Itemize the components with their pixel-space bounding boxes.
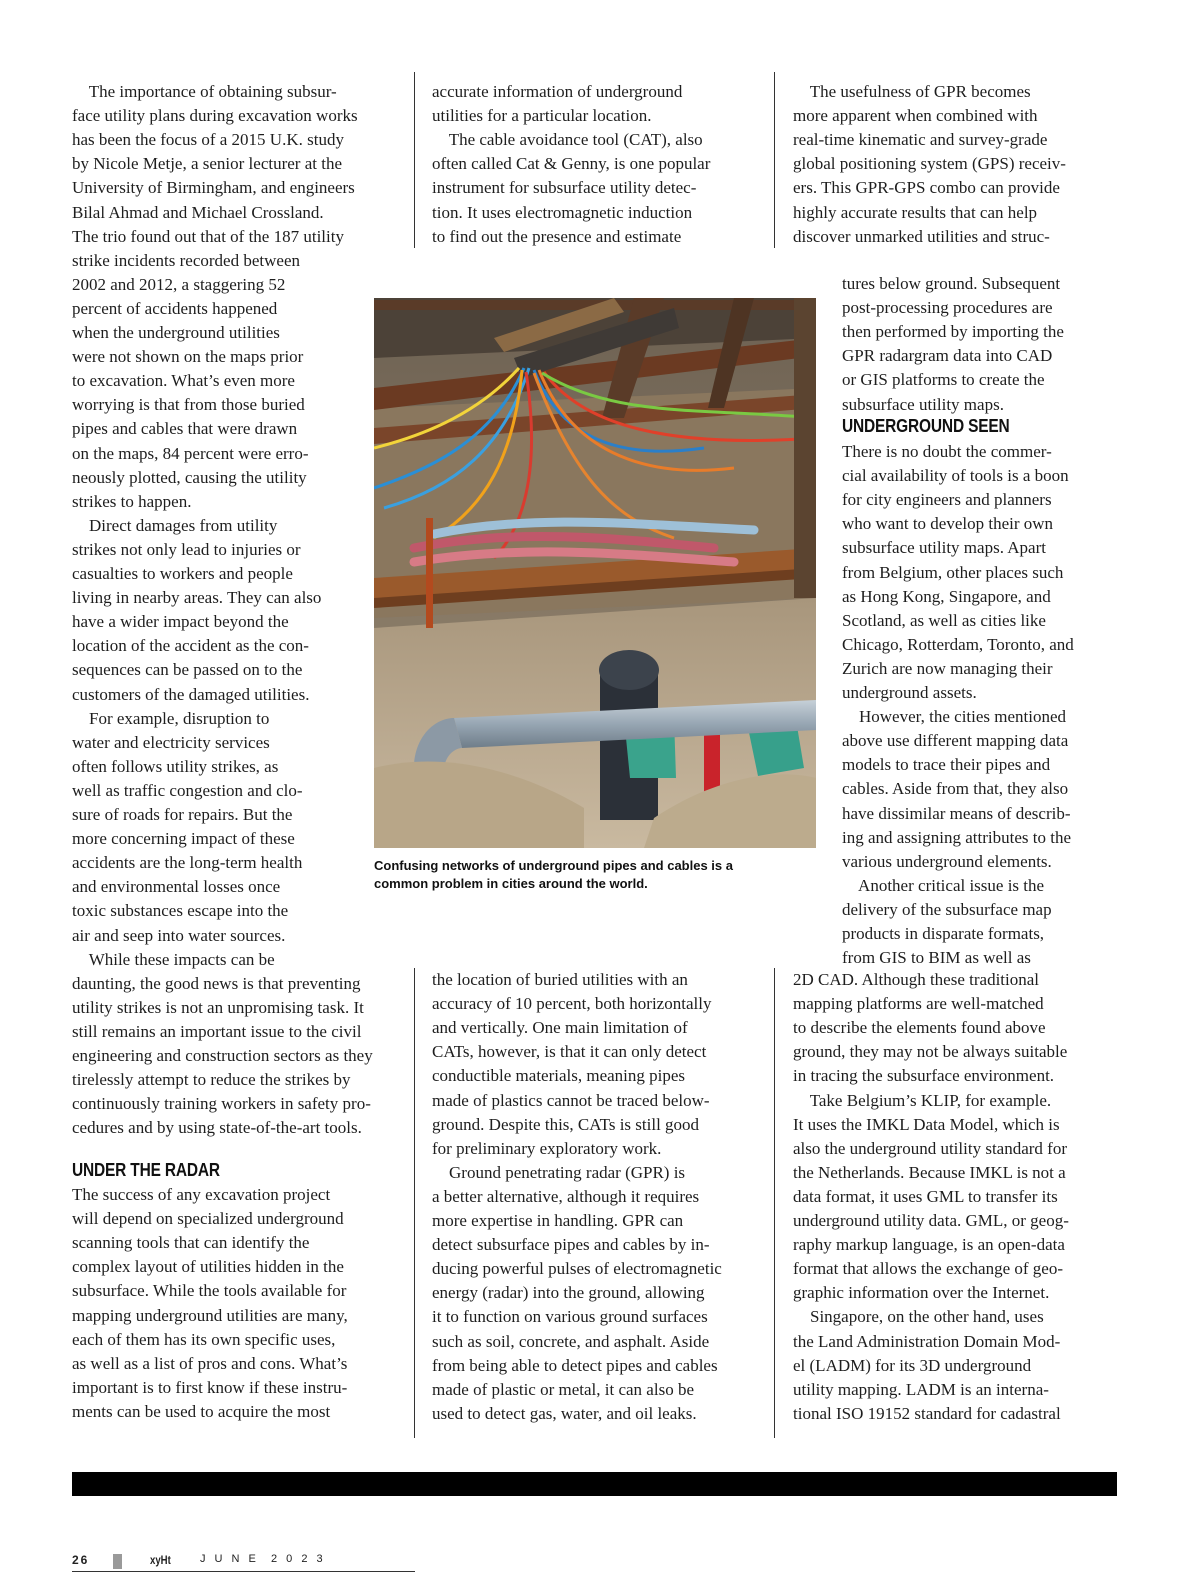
article-text-line: in tracing the subsurface environment.: [793, 1066, 1055, 1086]
magazine-name: xyHt: [150, 1553, 171, 1567]
article-text-line: continuously training workers in safety pro-: [72, 1094, 371, 1114]
article-text-line: sequences can be passed on to the: [72, 660, 303, 680]
column-rule-left-top: [414, 72, 415, 248]
article-text-line: subsurface utility maps. Apart: [842, 538, 1046, 558]
article-text-line: various underground elements.: [842, 851, 1052, 871]
article-text-line: ers. This GPR-GPS combo can provide: [793, 178, 1060, 198]
column-rule-left-bottom: [414, 968, 415, 1438]
article-text-line: location of the accident as the con-: [72, 636, 309, 656]
article-text-line: as well as a list of pros and cons. What’s: [72, 1353, 348, 1373]
article-text-line: post-processing procedures are: [842, 298, 1053, 318]
article-text-line: accidents are the long-term health: [72, 853, 303, 873]
article-text-line: cedures and by using state-of-the-art tools.: [72, 1118, 362, 1138]
article-text-line: ing and assigning attributes to the: [842, 827, 1071, 847]
article-text-line: and environmental losses once: [72, 877, 281, 897]
article-text-line: ground. Despite this, CATs is still good: [432, 1114, 700, 1134]
article-text-line: still remains an important issue to the civil: [72, 1021, 362, 1041]
article-text-line: cial availability of tools is a boon: [842, 466, 1069, 486]
article-text-line: ducing powerful pulses of electromagnetic: [432, 1259, 722, 1279]
article-text-line: Another critical issue is the: [842, 875, 1045, 895]
article-text-line: pipes and cables that were drawn: [72, 419, 298, 439]
article-text-line: engineering and construction sectors as they: [72, 1046, 373, 1065]
article-text-line: made of plastic or metal, it can also be: [432, 1379, 694, 1399]
article-text-line: from GIS to BIM as well as: [842, 948, 1031, 968]
article-text-line: There is no doubt the commer-: [842, 442, 1052, 461]
article-text-line: above use different mapping data: [842, 731, 1069, 751]
article-text-line: more concerning impact of these: [72, 829, 295, 849]
article-text-line: models to trace their pipes and: [842, 755, 1051, 775]
article-text-line: sure of roads for repairs. But the: [72, 805, 293, 824]
article-text-line: strikes not only lead to injuries or: [72, 539, 301, 559]
article-text-line: were not shown on the maps prior: [72, 347, 304, 367]
article-text-line: toxic substances escape into the: [72, 901, 289, 921]
article-text-line: important is to first know if these instru-: [72, 1377, 348, 1397]
article-text-line: 2D CAD. Although these traditional: [793, 970, 1040, 989]
article-text-line: have a wider impact beyond the: [72, 612, 289, 632]
article-text-line: graphic information over the Internet.: [793, 1283, 1050, 1303]
article-text-line: The cable avoidance tool (CAT), also: [432, 130, 703, 150]
article-text-line: water and electricity services: [72, 732, 270, 752]
article-text-line: casualties to workers and people: [72, 564, 293, 583]
article-text-line: percent of accidents happened: [72, 298, 278, 318]
article-text-line: 2002 and 2012, a staggering 52: [72, 274, 286, 294]
page-number: 26: [72, 1553, 90, 1567]
article-text-line: living in nearby areas. They can also: [72, 588, 322, 608]
article-text-line: has been the focus of a 2015 U.K. study: [72, 130, 344, 150]
article-text-line: subsurface utility maps.: [842, 394, 1004, 414]
column-rule-right-top: [774, 72, 775, 248]
article-text-line: real-time kinematic and survey-grade: [793, 130, 1048, 150]
article-text-line: Singapore, on the other hand, uses: [793, 1307, 1044, 1327]
article-text-line: GPR radargram data into CAD: [842, 346, 1053, 366]
article-text-line: products in disparate formats,: [842, 924, 1045, 943]
article-text-line: mapping underground utilities are many,: [72, 1305, 348, 1325]
article-text-line: CATs, however, is that it can only detect: [432, 1042, 707, 1062]
article-text-line: ments can be used to acquire the most: [72, 1401, 331, 1421]
article-text-line: For example, disruption to: [72, 708, 270, 728]
article-text-line: tion. It uses electromagnetic induction: [432, 202, 693, 222]
article-text-line: more expertise in handling. GPR can: [432, 1211, 684, 1230]
article-text-line: global positioning system (GPS) receiv-: [793, 154, 1066, 174]
article-text-line: Scotland, as well as cities like: [842, 610, 1046, 630]
article-text-line: also the underground utility standard for: [793, 1138, 1067, 1158]
article-text-line: tional ISO 19152 standard for cadastral: [793, 1403, 1061, 1423]
article-text-line: underground utility data. GML, or geog-: [793, 1211, 1069, 1230]
article-text-line: customers of the damaged utilities.: [72, 684, 310, 704]
article-text-line: to describe the elements found above: [793, 1018, 1046, 1038]
article-text-line: face utility plans during excavation works: [72, 106, 358, 126]
article-text-line: such as soil, concrete, and asphalt. Aside: [432, 1331, 710, 1351]
article-text-line: utility strikes is not an unpromising task. It: [72, 997, 364, 1017]
article-text-line: will depend on specialized underground: [72, 1209, 344, 1229]
section-heading-under-the-radar: UNDER THE RADAR: [72, 1160, 220, 1180]
article-text-line: ground, they may not be always suitable: [793, 1042, 1068, 1062]
footer-bar: [72, 1472, 1117, 1496]
excavation-photo: [374, 298, 816, 848]
folio-rule: [72, 1571, 415, 1572]
article-text-line: conductible materials, meaning pipes: [432, 1066, 686, 1086]
article-text-line: from Belgium, other places such: [842, 562, 1064, 582]
article-text-line: However, the cities mentioned: [842, 707, 1067, 727]
article-text-line: Direct damages from utility: [72, 515, 278, 535]
article-text-line: University of Birmingham, and engineers: [72, 178, 355, 198]
article-text-line: or GIS platforms to create the: [842, 370, 1045, 390]
column-rule-right-bottom: [774, 968, 775, 1438]
article-text-line: data format, it uses GML to transfer its: [793, 1186, 1058, 1206]
article-text-line: to excavation. What’s even more: [72, 371, 295, 391]
article-text-line: tures below ground. Subsequent: [842, 274, 1061, 293]
section-heading-underground-seen: UNDERGROUND SEEN: [842, 416, 1010, 436]
article-text-line: made of plastics cannot be traced below-: [432, 1090, 710, 1110]
article-text-line: el (LADM) for its 3D underground: [793, 1355, 1032, 1375]
article-text-line: it to function on various ground surfaces: [432, 1307, 708, 1327]
article-text-line: daunting, the good news is that preventing: [72, 973, 361, 993]
article-text-line: complex layout of utilities hidden in the: [72, 1257, 344, 1277]
article-text-line: on the maps, 84 percent were erro-: [72, 443, 309, 463]
article-text-line: mapping platforms are well-matched: [793, 994, 1044, 1014]
article-text-line: utilities for a particular location.: [432, 106, 652, 126]
article-text-line: instrument for subsurface utility detec-: [432, 178, 697, 198]
article-text-line: each of them has its own specific uses,: [72, 1329, 336, 1349]
article-text-line: from being able to detect pipes and cables: [432, 1355, 718, 1375]
article-text-line: who want to develop their own: [842, 514, 1054, 534]
article-text-line: then performed by importing the: [842, 322, 1064, 342]
article-text-line: a better alternative, although it requires: [432, 1186, 700, 1206]
article-text-line: underground assets.: [842, 683, 977, 702]
article-text-line: Ground penetrating radar (GPR) is: [432, 1162, 686, 1182]
article-text-line: detect subsurface pipes and cables by in-: [432, 1235, 710, 1255]
photo-caption-line-2: common problem in cities around the world.: [374, 876, 648, 891]
article-text-line: to find out the presence and estimate: [432, 226, 682, 246]
article-text-line: strike incidents recorded between: [72, 250, 300, 270]
article-text-line: The trio found out that of the 187 utility: [72, 226, 344, 246]
article-text-line: air and seep into water sources.: [72, 925, 286, 945]
article-text-line: often called Cat & Genny, is one popular: [432, 154, 711, 174]
article-text-line: energy (radar) into the ground, allowing: [432, 1283, 705, 1303]
article-text-line: tirelessly attempt to reduce the strikes by: [72, 1070, 351, 1090]
article-text-line: when the underground utilities: [72, 323, 280, 342]
photo-caption-line-1: Confusing networks of underground pipes and cables is a: [374, 858, 733, 873]
article-text-line: discover unmarked utilities and struc-: [793, 226, 1050, 246]
article-text-line: The importance of obtaining subsur-: [72, 82, 337, 101]
article-text-line: by Nicole Metje, a senior lecturer at the: [72, 154, 342, 174]
article-text-line: The success of any excavation project: [72, 1185, 331, 1204]
article-text-line: subsurface. While the tools available for: [72, 1281, 347, 1301]
folio-divider-block: [113, 1554, 122, 1569]
article-text-line: cables. Aside from that, they also: [842, 779, 1069, 799]
article-text-line: Bilal Ahmad and Michael Crossland.: [72, 202, 324, 222]
article-text-line: neously plotted, causing the utility: [72, 467, 307, 487]
article-text-line: It uses the IMKL Data Model, which is: [793, 1114, 1060, 1134]
article-text-line: utility mapping. LADM is an interna-: [793, 1379, 1049, 1399]
article-text-line: used to detect gas, water, and oil leaks.: [432, 1403, 697, 1423]
article-text-line: delivery of the subsurface map: [842, 899, 1052, 919]
article-text-line: and vertically. One main limitation of: [432, 1018, 688, 1038]
article-text-line: accurate information of underground: [432, 82, 683, 101]
article-text-line: the Netherlands. Because IMKL is not a: [793, 1162, 1066, 1182]
article-text-line: Take Belgium’s KLIP, for example.: [793, 1090, 1052, 1110]
article-text-line: have dissimilar means of describ-: [842, 803, 1071, 823]
article-text-line: for city engineers and planners: [842, 490, 1052, 510]
article-text-line: Chicago, Rotterdam, Toronto, and: [842, 634, 1074, 654]
article-text-line: as Hong Kong, Singapore, and: [842, 586, 1051, 606]
article-text-line: Zurich are now managing their: [842, 658, 1053, 678]
issue-date: J U N E 2 0 2 3: [200, 1553, 326, 1565]
article-text-line: scanning tools that can identify the: [72, 1233, 310, 1253]
article-text-line: often follows utility strikes, as: [72, 756, 279, 776]
article-text-line: format that allows the exchange of geo-: [793, 1259, 1064, 1279]
article-text-line: The usefulness of GPR becomes: [793, 82, 1031, 101]
article-text-line: While these impacts can be: [72, 949, 275, 969]
article-text-line: accuracy of 10 percent, both horizontally: [432, 994, 712, 1014]
article-text-line: the location of buried utilities with an: [432, 970, 688, 989]
article-text-line: raphy markup language, is an open-data: [793, 1235, 1065, 1255]
article-text-line: more apparent when combined with: [793, 106, 1038, 126]
article-text-line: well as traffic congestion and clo-: [72, 780, 303, 800]
article-text-line: the Land Administration Domain Mod-: [793, 1331, 1061, 1351]
article-text-line: highly accurate results that can help: [793, 202, 1038, 222]
article-text-line: for preliminary exploratory work.: [432, 1138, 662, 1158]
article-text-line: strikes to happen.: [72, 491, 192, 511]
article-text-line: worrying is that from those buried: [72, 395, 305, 415]
